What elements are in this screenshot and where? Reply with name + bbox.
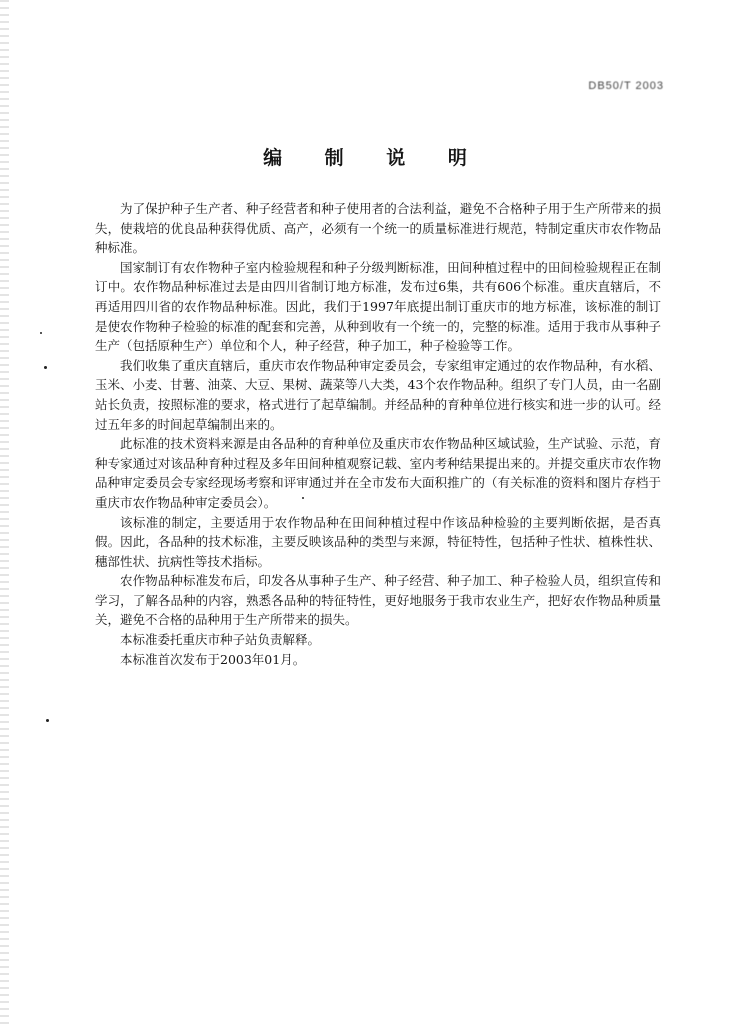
page-title: 编 制 说 明 bbox=[263, 147, 485, 169]
scan-speck bbox=[44, 366, 47, 369]
document-code: DB50/T 2003 bbox=[588, 80, 664, 92]
paragraph-publication: 农作物品种标准发布后，印发各从事种子生产、种子经营、种子加工、种子检验人员，组织宣传和学习，了解各品种的内容，熟悉各品种的特征特性，更好地服务于我市农业生产，把好农作物品种质量关，避免不合格的品种用于生产所带来的损失。 bbox=[95, 573, 661, 628]
paragraph-sources: 此标准的技术资料来源是由各品种的育种单位及重庆市农作物品种区域试验，生产试验、示范，育种专家通过对该品种育种过程及多年田间种植观察记载、室内考种结果提出来的。并提交重庆市农作物品种审定委员会专家经现场考察和评审通过并在全市发布大面积推广的（有关标准的资料和图片存档于重庆市农作物品种审定委员会）。 bbox=[95, 436, 661, 510]
paragraph-interpretation: 本标准委托重庆市种子站负责解释。 bbox=[120, 632, 321, 648]
paragraph-application: 该标准的制定，主要适用于农作物品种在田间种植过程中作该品种检验的主要判断依据，是否真假。因此，各品种的技术标准，主要反映该品种的类型与来源，特征特性，包括种子性状、植株性状、穗部性状、抗病性等技术指标。 bbox=[95, 514, 661, 569]
paragraph-varieties: 我们收集了重庆直辖后，重庆市农作物品种审定委员会，专家组审定通过的农作物品种，有水稻、玉米、小麦、甘薯、油菜、大豆、果树、蔬菜等八大类，43个农作物品种。组织了专门人员，由一名副站长负责，按照标准的要求，格式进行了起草编制。并经品种的育种单位进行核实和进一步的认可。经过五年多的时间起草编制出来的。 bbox=[95, 357, 661, 432]
paragraph-release-date: 本标准首次发布于2003年01月。 bbox=[120, 651, 306, 667]
body-text bbox=[95, 199, 661, 669]
scan-speck bbox=[46, 719, 49, 722]
paragraph-purpose: 为了保护种子生产者、种子经营者和种子使用者的合法利益，避免不合格种子用于生产所带来的损失，使栽培的优良品种获得优质、高产，必须有一个统一的质量标准进行规范，特制定重庆市农作物品种标准。 bbox=[95, 201, 661, 256]
scan-speck bbox=[302, 497, 304, 499]
paragraph-background: 国家制订有农作物种子室内检验规程和种子分级判断标准，田间种植过程中的田间检验规程正在制订中。农作物品种标准过去是由四川省制订地方标准，发布过6集，共有606个标准。重庆直辖后，不再适用四川省的农作物品种标准。因此，我们于1997年底提出制订重庆市的地方标准，该标准的制订是使农作物种子检验的标准的配套和完善，从种到收有一个统一的，完整的标准。适用于我市从事种子生产（包括原种生产）单位和个人，种子经营，种子加工，种子检验等工作。 bbox=[95, 259, 661, 354]
scan-speck bbox=[40, 332, 42, 334]
